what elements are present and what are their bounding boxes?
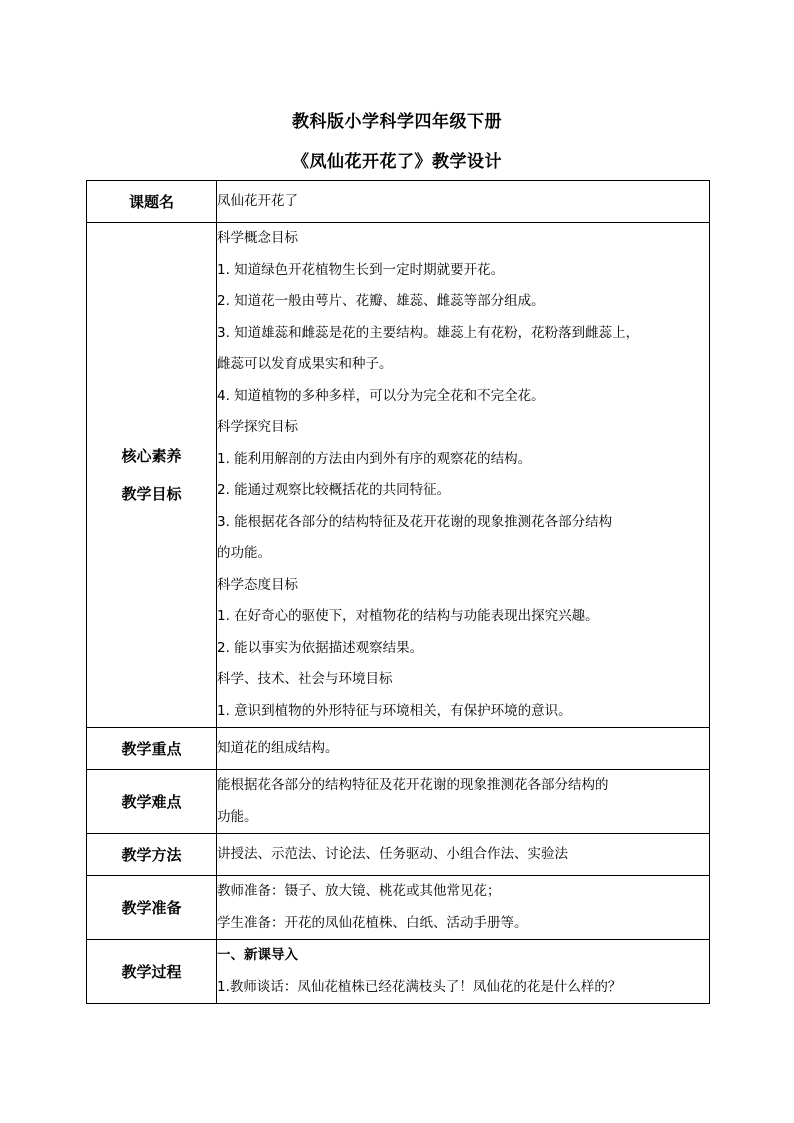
process-label: 教学过程 — [87, 940, 217, 1004]
key-points-text: 知道花的组成结构。 — [217, 739, 339, 756]
row-topic — [87, 181, 710, 223]
row-objectives — [87, 223, 710, 728]
inquiry-item-3: 3. 能根据花各部分的结构特征及花开花谢的现象推测花各部分结构 — [217, 513, 613, 530]
objectives-label-line1: 核心素养 — [121, 447, 182, 465]
objectives-label — [87, 223, 217, 728]
difficulties-value — [217, 770, 710, 834]
methods-value — [217, 834, 710, 876]
row-key-points — [87, 728, 710, 770]
teacher-preparation: 教师准备：镊子、放大镜、桃花或其他常见花； — [217, 883, 501, 899]
objectives-label-line2: 教学目标 — [121, 485, 182, 503]
process-value — [217, 940, 710, 1004]
concept-item-3: 3. 知道雄蕊和雌蕊是花的主要结构。雄蕊上有花粉，花粉落到雌蕊上， — [217, 324, 640, 341]
row-difficulties — [87, 770, 710, 834]
topic-label: 课题名 — [87, 181, 217, 223]
key-points-value — [217, 728, 710, 770]
topic-value — [217, 181, 710, 223]
preparation-value — [217, 876, 710, 940]
key-points-label: 教学重点 — [87, 728, 217, 770]
methods-label: 教学方法 — [87, 834, 217, 876]
methods-text: 讲授法、示范法、讨论法、任务驱动、小组合作法、实验法 — [217, 845, 568, 862]
concept-item-2: 2. 知道花一般由萼片、花瓣、雄蕊、雌蕊等部分组成。 — [217, 293, 545, 309]
difficulties-label: 教学难点 — [87, 770, 217, 834]
attitude-item-2: 2. 能以事实为依据描述观察结果。 — [217, 639, 424, 656]
row-methods — [87, 834, 710, 876]
topic-text: 凤仙花开花了 — [217, 192, 298, 209]
attitude-item-1: 1. 在好奇心的驱使下，对植物花的结构与功能表现出探究兴趣。 — [217, 608, 599, 624]
student-preparation: 学生准备：开花的凤仙花植株、白纸、活动手册等。 — [217, 914, 528, 931]
process-line1: 1.教师谈话：凤仙花植株已经花满枝头了！凤仙花的花是什么样的？ — [217, 978, 622, 995]
stse-heading: 科学、技术、社会与环境目标 — [217, 671, 393, 687]
attitude-heading: 科学态度目标 — [217, 576, 298, 593]
stse-item-1: 1. 意识到植物的外形特征与环境相关，有保护环境的意识。 — [217, 702, 572, 719]
process-heading: 一、新课导入 — [217, 947, 298, 963]
document-title: 教科版小学科学四年级下册 — [292, 112, 502, 132]
inquiry-item-3-cont: 的功能。 — [217, 545, 271, 561]
inquiry-heading: 科学探究目标 — [217, 419, 298, 435]
difficulties-line2: 功能。 — [217, 808, 258, 825]
concept-heading: 科学概念目标 — [217, 230, 298, 246]
row-process — [87, 940, 710, 1004]
row-preparation — [87, 876, 710, 940]
inquiry-item-2: 2. 能通过观察比较概括花的共同特征。 — [217, 482, 451, 498]
concept-item-1: 1. 知道绿色开花植物生长到一定时期就要开花。 — [217, 261, 505, 278]
difficulties-line1: 能根据花各部分的结构特征及花开花谢的现象推测花各部分结构的 — [217, 777, 609, 793]
inquiry-item-1: 1. 能利用解剖的方法由内到外有序的观察花的结构。 — [217, 450, 532, 467]
concept-item-3-cont: 雌蕊可以发育成果实和种子。 — [217, 356, 393, 372]
preparation-label: 教学准备 — [87, 876, 217, 940]
objectives-content — [217, 223, 710, 728]
lesson-plan-table — [86, 180, 710, 1004]
document-subtitle: 《凤仙花开花了》教学设计 — [292, 152, 502, 172]
concept-item-4: 4. 知道植物的多种多样，可以分为完全花和不完全花。 — [217, 387, 545, 404]
